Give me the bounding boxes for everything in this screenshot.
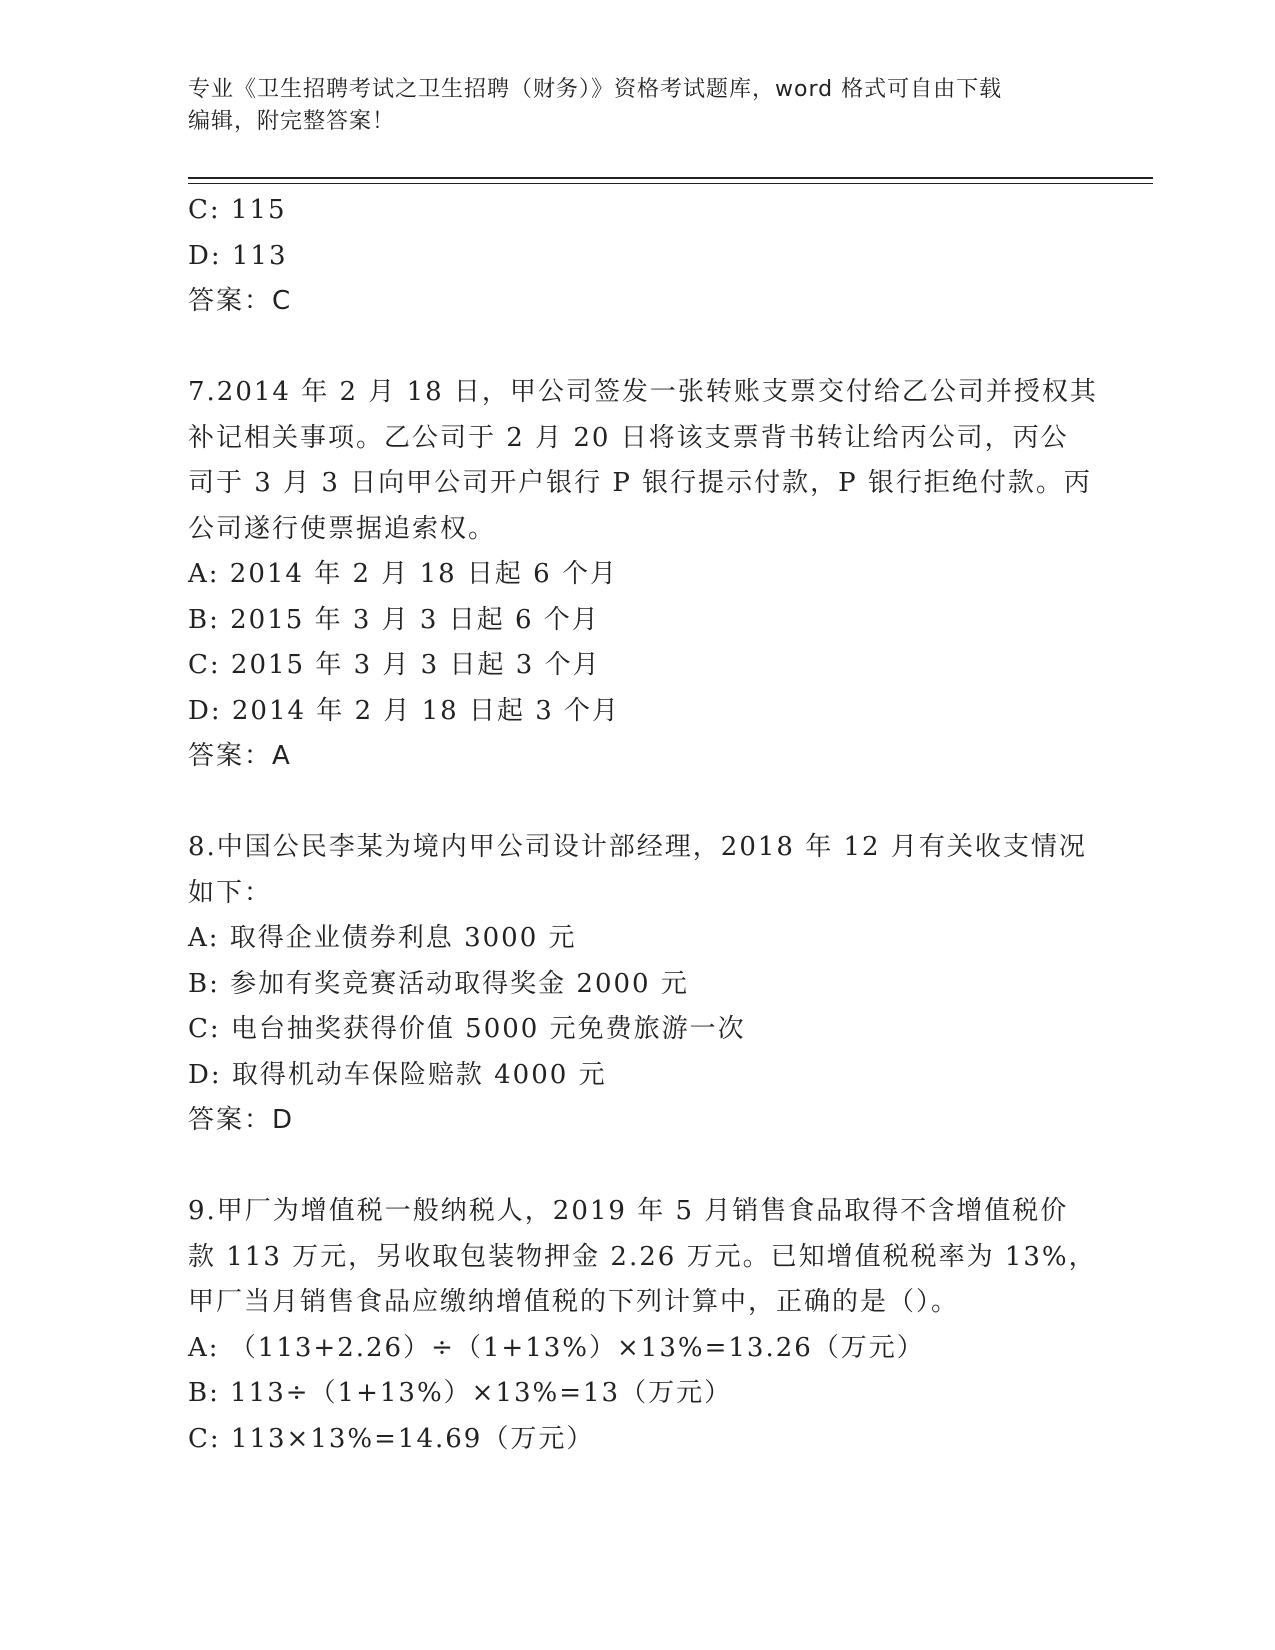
question-stem-line: 8.中国公民李某为境内甲公司设计部经理，2018 年 12 月有关收支情况 [188, 832, 1087, 862]
question-6 [188, 188, 1088, 325]
option-a: A: （113+2.26）÷（1+13%）×13%=13.26（万元） [188, 1332, 925, 1363]
question-7 [188, 370, 1098, 780]
option-a: A: 2014 年 2 月 18 日起 6 个月 [188, 559, 618, 589]
option-a: A: 取得企业债券利息 3000 元 [188, 923, 577, 953]
option-c: C: 2015 年 3 月 3 日起 3 个月 [188, 650, 601, 680]
option-d: D: 取得机动车保险赔款 4000 元 [188, 1059, 607, 1090]
question-stem-line: 补记相关事项。乙公司于 2 月 20 日将该支票背书转让给丙公司，丙公 [188, 422, 1069, 453]
option-b: B: 参加有奖竞赛活动取得奖金 2000 元 [188, 968, 689, 999]
spacer [188, 780, 1088, 826]
document-body [188, 188, 1098, 1462]
question-stem-line: 7.2014 年 2 月 18 日，甲公司签发一张转账支票交付给乙公司并授权其 [188, 377, 1098, 407]
page-header [188, 74, 1088, 138]
question-stem-line: 款 113 万元，另收取包装物押金 2.26 万元。已知增值税税率为 13%， [188, 1241, 1097, 1272]
spacer [188, 1144, 1088, 1190]
question-9 [188, 1189, 1097, 1462]
option-b: B: 113÷（1+13%）×13%=13（万元） [188, 1378, 733, 1408]
header-rule-thin [188, 183, 1153, 184]
question-stem-line: 如下： [188, 877, 273, 908]
option-b: B: 2015 年 3 月 3 日起 6 个月 [188, 604, 600, 635]
header-rule-thick [188, 177, 1153, 179]
option-c: C: 电台抽奖获得价值 5000 元免费旅游一次 [188, 1014, 746, 1044]
answer: 答案：C [188, 286, 293, 316]
option-c: C: 115 [188, 195, 287, 225]
header-line-1: 专业《卫生招聘考试之卫生招聘（财务）》资格考试题库，word 格式可自由下载 [188, 77, 1003, 102]
question-stem-line: 公司遂行使票据追索权。 [188, 513, 497, 544]
option-d: D: 113 [188, 240, 288, 271]
spacer [188, 325, 1088, 371]
option-d: D: 2014 年 2 月 18 日起 3 个月 [188, 695, 621, 726]
question-stem-line: 司于 3 月 3 日向甲公司开户银行 P 银行提示付款，P 银行拒绝付款。丙 [188, 468, 1092, 498]
header-line-2: 编辑，附完整答案！ [188, 109, 396, 134]
answer: 答案：A [188, 741, 292, 771]
question-stem-line: 甲厂当月销售食品应缴纳增值税的下列计算中，正确的是（）。 [188, 1287, 960, 1317]
answer: 答案：D [188, 1105, 295, 1135]
option-c: C: 113×13%=14.69（万元） [188, 1423, 595, 1454]
question-stem-line: 9.甲厂为增值税一般纳税人，2019 年 5 月销售食品取得不含增值税价 [188, 1196, 1069, 1226]
question-8 [188, 825, 1088, 1144]
